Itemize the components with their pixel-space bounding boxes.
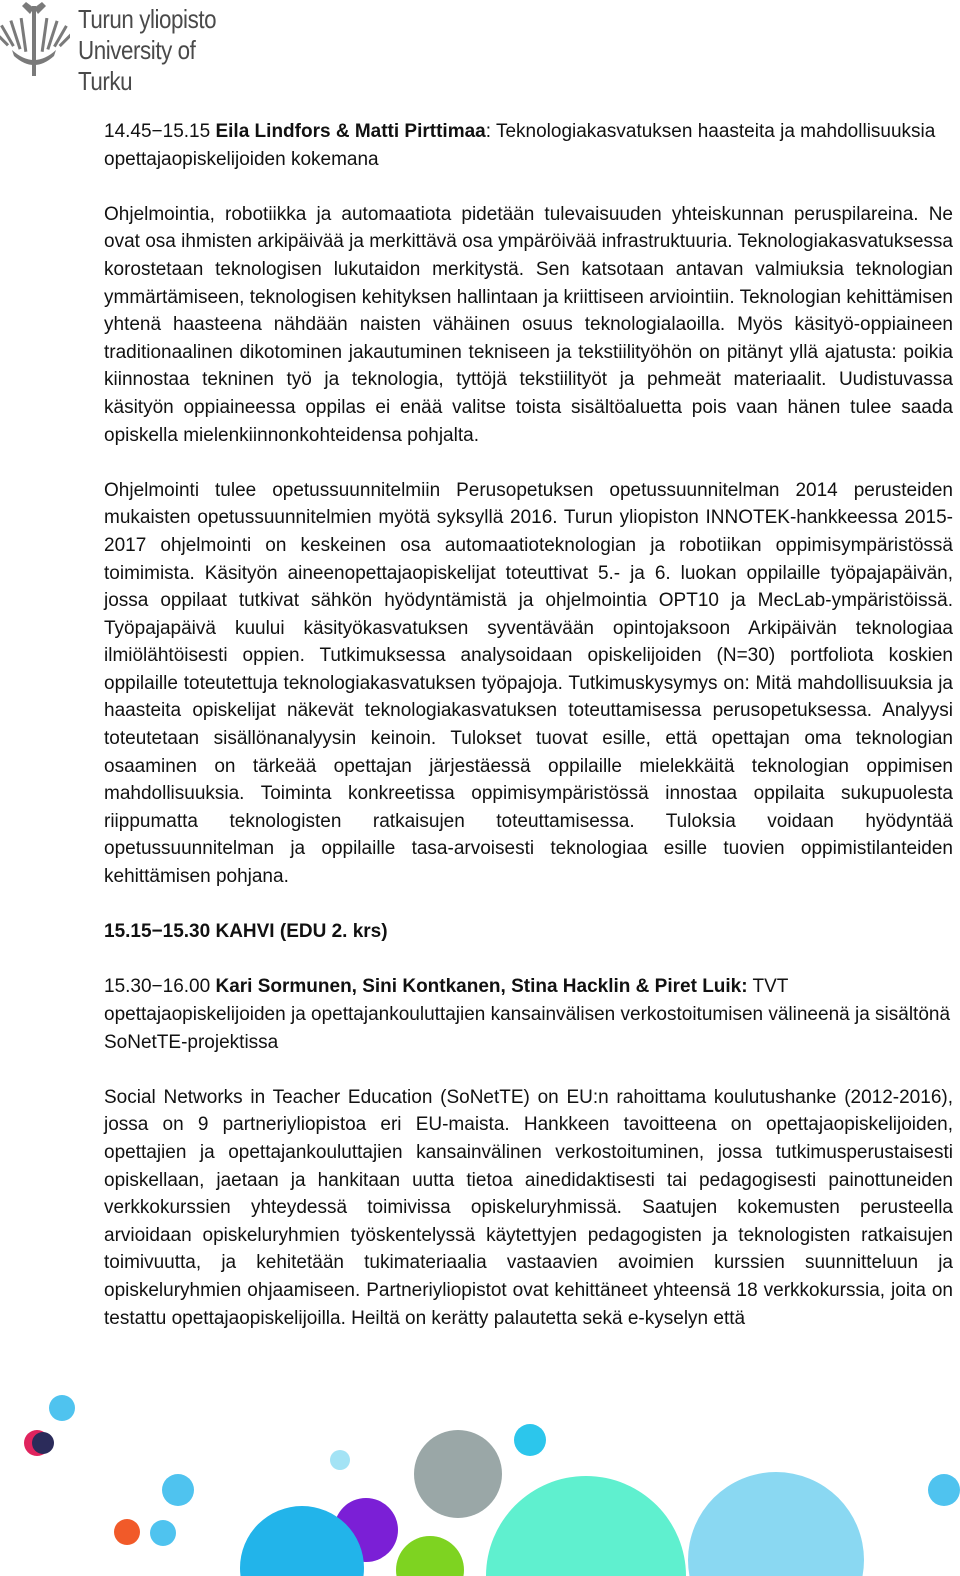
decor-circle [486,1476,686,1576]
university-logo [0,0,280,96]
decor-circle [414,1430,502,1518]
session1-heading [104,118,953,173]
session2-time: 15.30−16.00 [104,976,211,998]
session2-speakers: Kari Sormunen, Sini Kontkanen, Stina Hacklin & Piret Luik: [215,976,748,998]
decor-circle [330,1450,350,1470]
decor-circle [514,1424,546,1456]
session2-heading [104,973,953,1056]
session2-paragraph-1: Social Networks in Teacher Education (SoNetTE) on EU:n rahoittama koulutushanke (2012-2016), jossa on 9 partneriyliopistoa eri EU-maista. Hankkeen tavoitteena on opettajaopiskelijoiden, opettajien ja opettajankouluttajien kansainvälinen verkostoituminen, jossa tutkimusperustaisesti opiskellaan, jaetaan ja hankitaan uutta tietoa ainedidaktisesti tai pedagogisesti painottuneiden verkkokurssien yhteydessä toimivissa opiskeluryhmissä. Saatujen kokemusten perusteella arvioidaan opiskeluryhmien työskentelyssä käytettyjen pedagogisten ja teknologisten ratkaisujen toimivuutta, ja kehitetään tukimateriaalia vastaavien avoimien kurssien suunnitteluun ja opiskeluryhmien ohjaamiseen. Partneriyliopistot ovat kehittäneet yhteensä 18 verkkokurssia, joita on testattu opettajaopiskelijoilla. Heiltä on kerätty palautetta sekä e-kyselyn että [104,1086,953,1329]
session1-time: 14.45−15.15 [104,121,211,142]
session1-speakers: Eila Lindfors & Matti Pirttimaa [215,121,486,142]
decor-circle [150,1520,176,1546]
document-body [104,118,953,1360]
decor-circle [32,1432,54,1454]
decor-circle [114,1519,140,1545]
decor-circle [162,1474,194,1506]
session1-paragraph-2: Ohjelmointi tulee opetussuunnitelmiin Perusopetuksen opetussuunnitelman 2014 perusteiden mukaisten opetussuunnitelmien myötä syksyllä 2016. Turun yliopiston INNOTEK-hankkeessa 2015-2017 ohjelmointi on keskeinen osa automaatioteknologian ja robotiikan oppimisympäristössä toimimista. Käsityön aineenopettajaopiskelijat toteuttivat 5.- ja 6. luokan oppilaille työpajapäivän, jossa oppilaat tutkivat sähkön hyödyntämistä ja ohjelmointia OPT10 ja MecLab-ympäristöissä. Työpajapäivä kuului käsityökasvatuksen syventävään opintojaksoon Arkipäivän teknologiaa ilmiölähtöisesti oppien. Tutkimuksessa analysoidaan opiskelijoiden (N=30) portfoliota koskien oppilaille toteutettuja teknologiakasvatuksen työpajoja. Tutkimuskysymys on: Mitä mahdollisuuksia ja haasteita opiskelijat näkevät teknologiakasvatuksen toteuttamisessa perusopetuksessa. Analyysi toteutetaan sisällönanalyysin keinoin. Tulokset tuovat esille, että opettajan oma teknologian osaaminen on tärkeää opettajan järjestäessä oppilaille mielekkäitä teknologian oppimisen mahdollisuuksia. Toiminta konkreetissa oppimisympäristössä innostaa oppilaita sukupuolesta riippumatta teknologisten ratkaisujen toteuttamisessa. Tuloksia voidaan hyödyntää opetussuunnitelman ja oppilaille tasa-arvoisesti teknologiaa esille tuovien oppimistilanteiden kehittämisen pohjana. [104,479,953,888]
decor-circle [396,1536,464,1576]
decorative-circles [0,1370,960,1576]
decor-circle [928,1474,960,1506]
decor-circle [49,1395,75,1421]
break-text: 15.15−15.30 KAHVI (EDU 2. krs) [104,921,388,943]
university-seal-icon [0,0,70,80]
university-name-en: University of Turku [78,35,196,96]
break-heading [104,918,953,946]
session1-title: : Teknologiakasvatuksen haasteita ja mahdollisuuksia opettajaopiskelijoiden kokemana [104,121,936,170]
session1-paragraph-1: Ohjelmointia, robotiikka ja automaatiota pidetään tulevaisuuden yhteiskunnan peruspilareina. Ne ovat osa ihmisten arkipäivää ja merkittävä osa ympäröivää infrastruktuuria. Teknologiakasvatuksessa korostetaan teknologisen lukutaidon merkitystä. Sen katsotaan antavan valmiuksia teknologian ymmärtämiseen, teknologisen kehityksen hallintaan ja kriittiseen arviointiin. Teknologian kehittämisen yhtenä haasteena nähdään naisten vähäinen osuus teknologialaoilla. Myös käsityö-oppiaineen traditionaalinen dikotominen jakautuminen tekniseen ja tekstiilityöhön on pitänyt yllä ajatusta: poikia kiinnostaa tekninen työ ja teknologia, tyttöjä tekstiilityöt ja pehmeät materiaalit. Uudistuvassa käsityön oppiaineessa oppilas ei enää valitse toista sisältöaluetta pois vaan hänen tulee saada opiskella mielenkiinnonkohteidensa pohjalta. [104,203,953,446]
session2-title: TVT opettajaopiskelijoiden ja opettajankouluttajien kansainvälisen verkostoitumisen välineenä ja sisältönä SoNetTE-projektissa [104,976,951,1053]
university-name-fi: Turun yliopisto [78,4,217,34]
decor-circle [688,1472,864,1576]
